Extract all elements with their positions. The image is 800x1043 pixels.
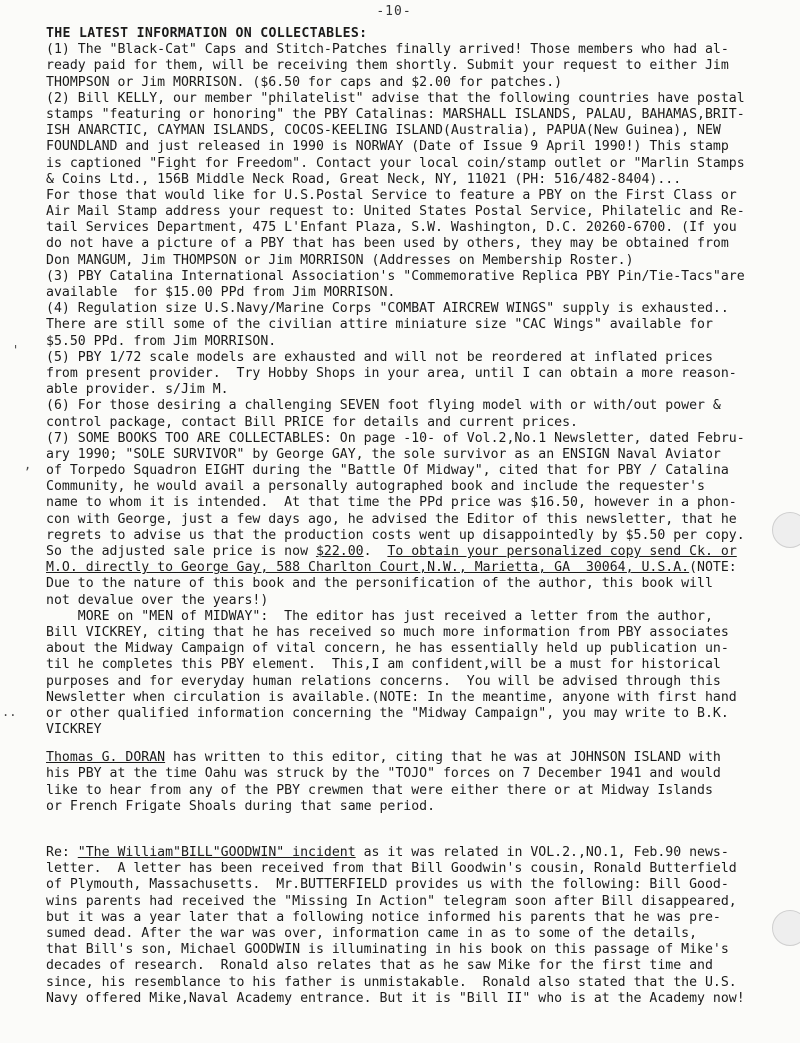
re-title: "The William"BILL"GOODWIN" incident <box>77 845 356 860</box>
text-line: MORE on "MEN of MIDWAY": The editor has just received a letter from the author, <box>46 608 713 624</box>
text-line: ary 1990; "SOLE SURVIVOR" by George GAY, the sole survivor as an ENSIGN Naval Aviator <box>46 446 721 462</box>
text-line: letter. A letter has been received from that Bill Goodwin's cousin, Ronald Butterfield <box>46 861 737 877</box>
text-line: con with George, just a few days ago, he advised the Editor of this newsletter, that he <box>46 511 737 527</box>
text-line: For those that would like for U.S.Postal Service to feature a PBY on the First Class or <box>46 187 737 203</box>
adjusted-price-text: So the adjusted sale price is now <box>46 544 316 559</box>
margin-mark: , <box>24 458 32 472</box>
text-line: Community, he would avail a personally autographed book and include the requester's <box>46 479 705 495</box>
order-instructions: To obtain your personalized copy send Ck. or <box>387 544 737 559</box>
text-line: stamps "featuring or honoring" the PBY Catalinas: MARSHALL ISLANDS, PALAU, BAHAMAS,BRIT- <box>46 106 745 122</box>
text-line: or French Frigate Shoals during that same period. <box>46 798 436 814</box>
goodwin-paragraph <box>46 861 781 1007</box>
text-line: do not have a picture of a PBY that has been used by others, they may be obtained from <box>46 236 729 252</box>
text-line: (4) Regulation size U.S.Navy/Marine Corps "COMBAT AIRCREW WINGS" supply is exhausted.. <box>46 301 729 317</box>
text-line: (7) SOME BOOKS TOO ARE COLLECTABLES: On page -10- of Vol.2,No.1 Newsletter, dated Febru- <box>46 430 745 446</box>
doran-first-line <box>46 750 781 766</box>
text-line: tail Services Department, 475 L'Enfant Plaza, S.W. Washington, D.C. 20260-6700. (If you <box>46 220 737 236</box>
margin-mark: ' <box>12 343 20 357</box>
order-address-line <box>46 560 781 576</box>
text-line: or other qualified information concerning the "Midway Campaign", you may write to B.K. <box>46 705 729 721</box>
text-line: Navy offered Mike,Naval Academy entrance. But it is "Bill II" who is at the Academy now! <box>46 990 745 1006</box>
text-line: of Plymouth, Massachusetts. Mr.BUTTERFIELD provides us with the following: Bill Good- <box>46 877 729 893</box>
midway-items <box>46 576 781 738</box>
page-number: -10- <box>376 4 412 19</box>
text-line: & Coins Ltd., 156B Middle Neck Road, Great Neck, NY, 11021 (PH: 516/482-8404)... <box>46 171 682 187</box>
adjusted-price: $22.00 <box>315 544 364 559</box>
text-line: decades of research. Ronald also relates that as he saw Mike for the first time and <box>46 958 713 974</box>
text-line: not devalue over the years!) <box>46 592 269 608</box>
adjusted-price-line <box>46 544 781 560</box>
text-line: There are still some of the civilian attire miniature size "CAC Wings" available for <box>46 317 713 333</box>
text-line: his PBY at the time Oahu was struck by the "TOJO" forces on 7 December 1941 and would <box>46 766 721 782</box>
text-line: name to whom it is intended. At that time the PPd price was $16.50, however in a phon- <box>46 495 737 511</box>
note-open: (NOTE: <box>689 560 737 576</box>
re-prefix: Re: <box>46 845 78 860</box>
doran-paragraph <box>46 766 781 815</box>
text-line: $5.50 PPd. from Jim MORRISON. <box>46 333 277 349</box>
text-line: from present provider. Try Hobby Shops in your area, until I can obtain a more reason- <box>46 365 737 381</box>
article-body <box>46 26 781 1007</box>
order-address: M.O. directly to George Gay, 588 Charlton Court,N.W., Marietta, GA 30064, U.S.A. <box>46 560 690 576</box>
text-line: (2) Bill KELLY, our member "philatelist" advise that the following countries have postal <box>46 90 745 106</box>
text-line: control package, contact Bill PRICE for details and current prices. <box>46 414 578 430</box>
text-line: THOMPSON or Jim MORRISON. ($6.50 for caps and $2.00 for patches.) <box>46 74 563 90</box>
text-line: regrets to advise us that the production costs went up disappointedly by $5.50 per copy. <box>46 527 745 543</box>
text-line: wins parents had received the "Missing In Action" telegram soon after Bill disappeared, <box>46 893 737 909</box>
text-line: FOUNDLAND and just released in 1990 is NORWAY (Date of Issue 9 April 1990!) This stamp <box>46 139 729 155</box>
text-line: Bill VICKREY, citing that he has received so much more information from PBY associates <box>46 624 729 640</box>
text-line: about the Midway Campaign of vital concern, he has essentially held up publication un- <box>46 641 729 657</box>
text-line: is captioned "Fight for Freedom". Contact your local coin/stamp outlet or "Marlin Stamps <box>46 155 745 171</box>
text-line: til he completes this PBY element. This,I am confident,will be a must for historical <box>46 657 721 673</box>
text-line: sumed dead. After the war was over, information came in as to some of the details, <box>46 925 698 941</box>
margin-mark: .. <box>2 705 17 719</box>
text-line: since, his resemblance to his father is unmistakable. Ronald also stated that the U.S. <box>46 974 737 990</box>
re-line <box>46 845 781 861</box>
section-heading: THE LATEST INFORMATION ON COLLECTABLES: <box>46 26 368 41</box>
text-line: that Bill's son, Michael GOODWIN is illuminating in his book on this passage of Mike's <box>46 942 729 958</box>
text-line: (5) PBY 1/72 scale models are exhausted and will not be reordered at inflated prices <box>46 349 713 365</box>
text-line: Don MANGUM, Jim THOMPSON or Jim MORRISON (Addresses on Membership Roster.) <box>46 252 634 268</box>
text-line: ISH ANARCTIC, CAYMAN ISLANDS, COCOS-KEELING ISLAND(Australia), PAPUA(New Guinea), NEW <box>46 123 721 139</box>
text-line: Newsletter when circulation is available.(NOTE: In the meantime, anyone with first hand <box>46 689 737 705</box>
text-line: VICKREY <box>46 722 102 738</box>
re-text: as it was related in VOL.2.,NO.1, Feb.90 news- <box>355 845 729 860</box>
text-line: available for $15.00 PPd from Jim MORRISON. <box>46 285 396 300</box>
text-line: (1) The "Black-Cat" Caps and Stitch-Patches finally arrived! Those members who had al- <box>46 42 729 58</box>
text-line: of Torpedo Squadron EIGHT during the "Battle Of Midway", cited that for PBY / Catalina <box>46 463 729 479</box>
text-line: but it was a year later that a following notice informed his parents that he was pre- <box>46 909 721 925</box>
text-line: ready paid for them, will be receiving them shortly. Submit your request to either Jim <box>46 58 729 74</box>
separator: . <box>363 544 388 559</box>
text-line: Air Mail Stamp address your request to: United States Postal Service, Philatelic and Re- <box>46 204 745 220</box>
doran-name: Thomas G. DORAN <box>46 750 166 766</box>
text-line: (6) For those desiring a challenging SEVEN foot flying model with or with/out power & <box>46 398 721 414</box>
text-line: able provider. s/Jim M. <box>46 382 229 398</box>
text-line: (3) PBY Catalina International Association's "Commemorative Replica PBY Pin/Tie-Tacs"are <box>46 268 745 284</box>
collectables-items <box>46 42 781 544</box>
text-line: purposes and for everyday human relations concerns. You will be advised through this <box>46 673 721 689</box>
text-line: Due to the nature of this book and the personification of the author, this book will <box>46 576 713 592</box>
doran-text: has written to this editor, citing that he was at JOHNSON ISLAND with <box>165 750 721 766</box>
text-line: like to hear from any of the PBY crewmen that were either there or at Midway Islands <box>46 782 713 798</box>
